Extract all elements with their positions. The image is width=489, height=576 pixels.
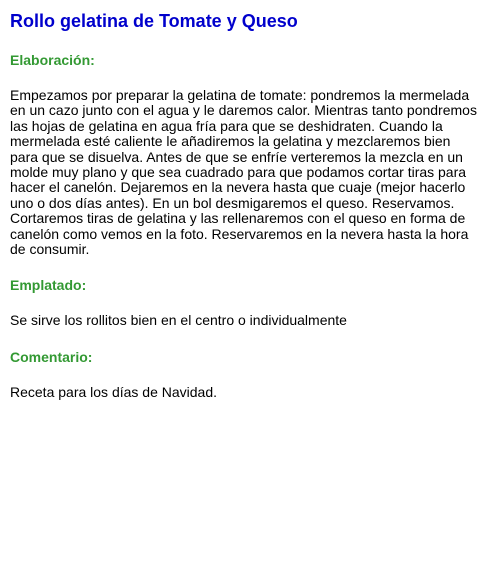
section-text-emplatado: Se sirve los rollitos bien en el centro o individualmente — [10, 312, 347, 329]
recipe-title: Rollo gelatina de Tomate y Queso — [10, 11, 298, 31]
section-text-comentario: Receta para los días de Navidad. — [10, 383, 218, 400]
section-heading-emplatado: Emplatado: — [10, 277, 87, 294]
section-heading-comentario: Comentario: — [10, 348, 93, 365]
section-text-elaboracion: Empezamos por preparar la gelatina de tomate: pondremos la mermelada en un cazo junto con el agua y le daremos calor. Mientras tanto pondremos las hojas de gelatina en agua fría para que se deshidraten. Cuando la mermelada esté caliente le añadiremos la gelatina y mezclaremos bien para que se disuelva. Antes de que se enfríe verteremos la mezcla en un molde muy plano y que sea cuadrado para que podamos cortar tiras para hacer el canelón. Dejaremos en la nevera hasta que cuaje (mejor hacerlo uno o dos días antes). En un bol desmigaremos el queso. Reservamos. Cortaremos tiras de gelatina y las rellenaremos con el queso en forma de canelón como vemos en la foto. Reservaremos en la nevera hasta la hora de consumir. — [10, 87, 477, 258]
section-heading-elaboracion: Elaboración: — [10, 52, 95, 68]
